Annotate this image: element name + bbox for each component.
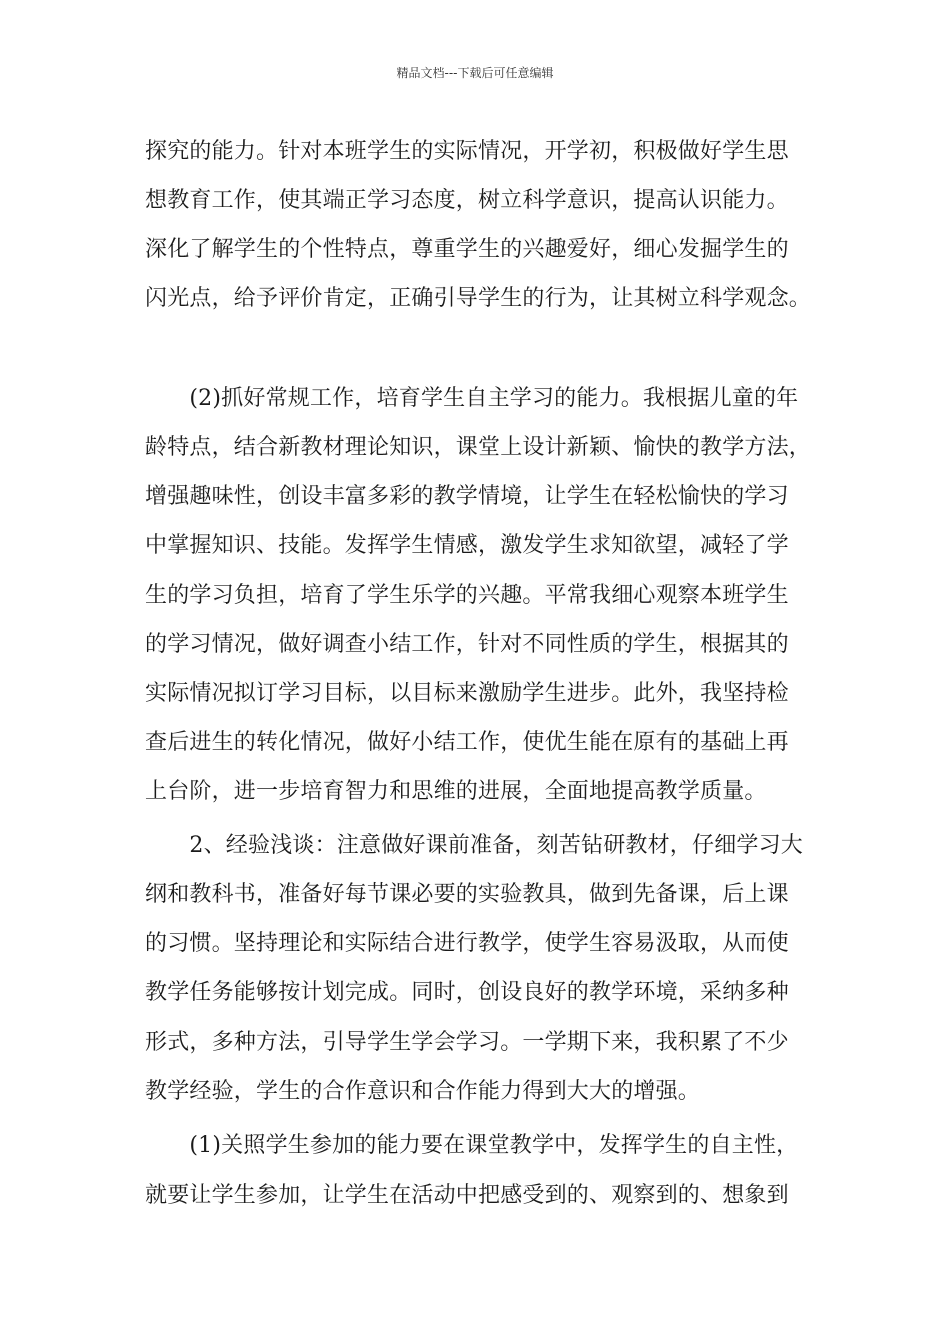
text-line: 增强趣味性，创设丰富多彩的教学情境，让学生在轻松愉快的学习	[145, 484, 789, 509]
text-line: 想教育工作，使其端正学习态度，树立科学意识，提高认识能力。	[145, 188, 789, 213]
text-line: 实际情况拟订学习目标，以目标来激励学生进步。此外，我坚持检	[145, 681, 789, 706]
text-line: 探究的能力。针对本班学生的实际情况，开学初，积极做好学生思	[145, 139, 789, 164]
text-line: (2)抓好常规工作，培育学生自主学习的能力。我根据儿童的年	[145, 386, 799, 411]
text-line: 中掌握知识、技能。发挥学生情感，激发学生求知欲望，减轻了学	[145, 533, 789, 558]
text-line: 教学经验，学生的合作意识和合作能力得到大大的增强。	[145, 1079, 701, 1104]
text-line: 查后进生的转化情况，做好小结工作，使优生能在原有的基础上再	[145, 730, 789, 755]
text-line: 龄特点，结合新教材理论知识，课堂上设计新颖、愉快的教学方法，	[145, 435, 812, 460]
text-line: 就要让学生参加，让学生在活动中把感受到的、观察到的、想象到	[145, 1183, 789, 1208]
text-line: 生的学习负担，培育了学生乐学的兴趣。平常我细心观察本班学生	[145, 583, 789, 608]
text-line: 深化了解学生的个性特点，尊重学生的兴趣爱好，细心发掘学生的	[145, 237, 789, 262]
text-line: 的学习情况，做好调查小结工作，针对不同性质的学生，根据其的	[145, 632, 789, 657]
text-line: 2、经验浅谈：注意做好课前准备，刻苦钻研教材，仔细学习大	[145, 833, 803, 858]
text-line: 纲和教科书，准备好每节课必要的实验教具，做到先备课，后上课	[145, 882, 789, 907]
text-line: 的习惯。坚持理论和实际结合进行教学，使学生容易汲取，从而使	[145, 931, 789, 956]
text-line: 闪光点，给予评价肯定，正确引导学生的行为，让其树立科学观念。	[145, 286, 812, 311]
text-line: 形式，多种方法，引导学生学会学习。一学期下来，我积累了不少	[145, 1030, 789, 1055]
page-header: 精品文档---下载后可任意编辑	[396, 66, 554, 80]
text-line: 教学任务能够按计划完成。同时，创设良好的教学环境，采纳多种	[145, 980, 789, 1005]
text-line: 上台阶，进一步培育智力和思维的进展，全面地提高教学质量。	[145, 779, 767, 804]
text-line: (1)关照学生参加的能力要在课堂教学中，发挥学生的自主性，	[145, 1133, 799, 1158]
